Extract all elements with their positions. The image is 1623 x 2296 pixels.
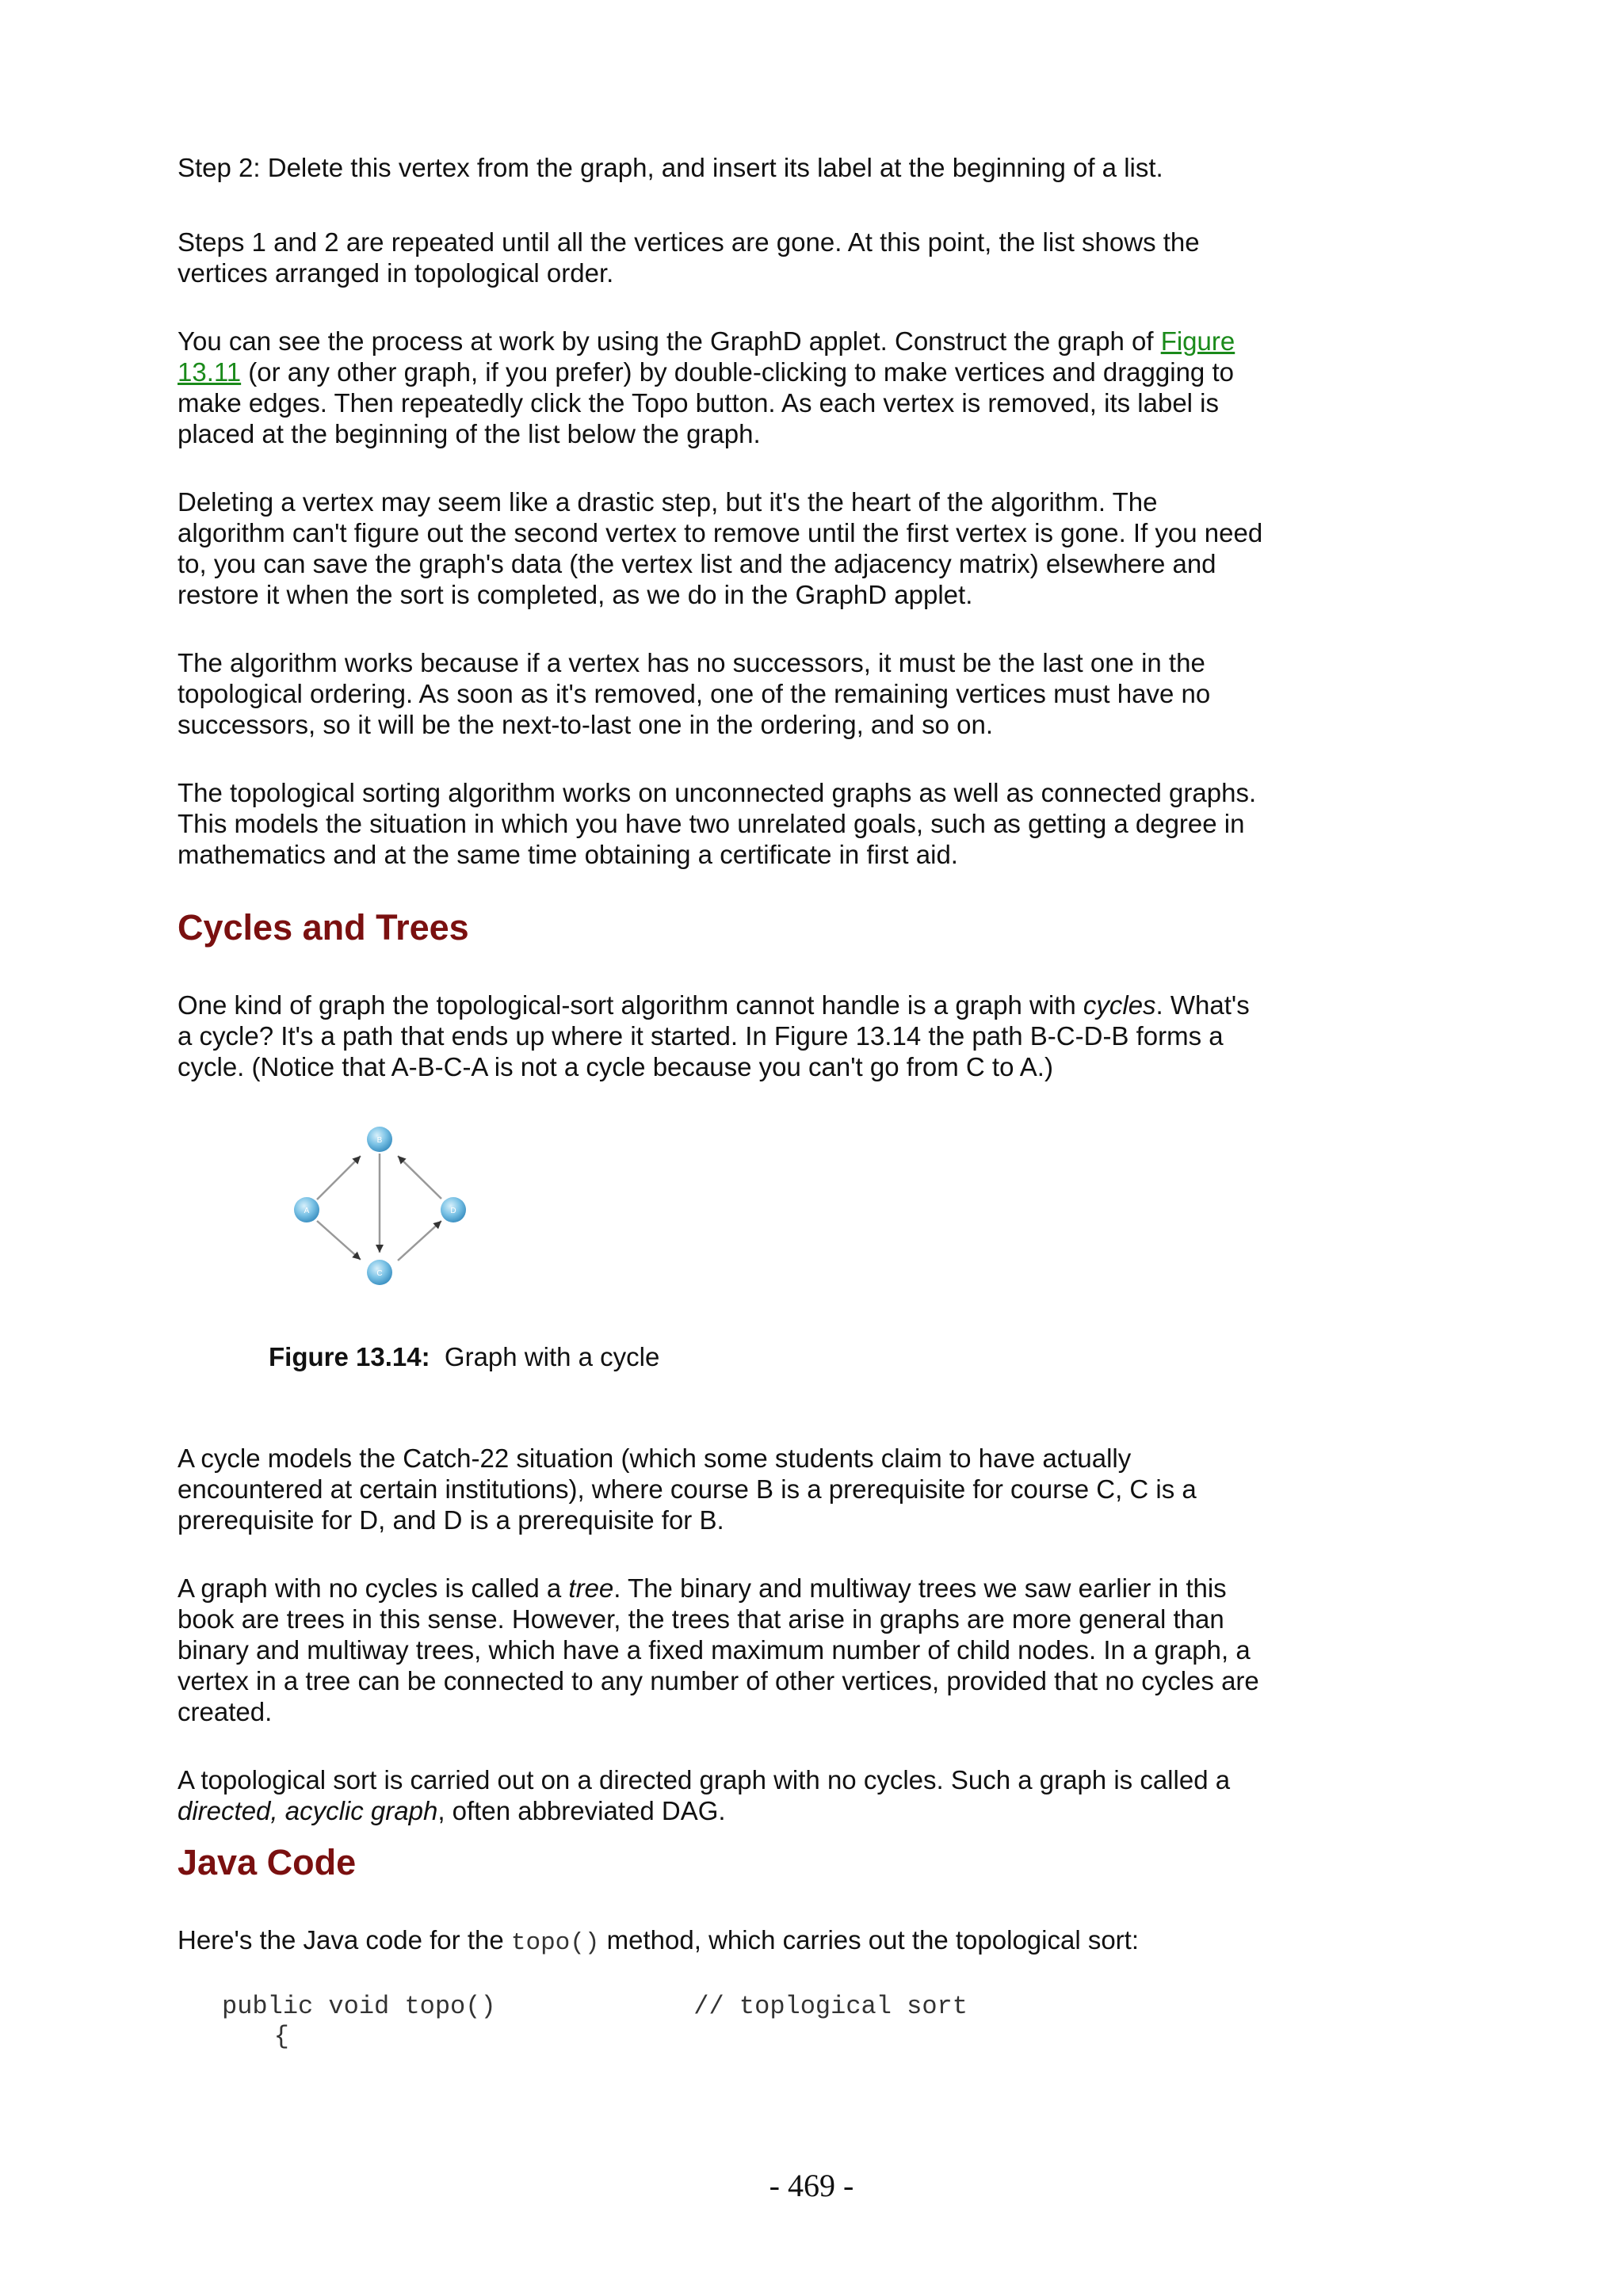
dag-emphasis: directed, acyclic graph [178, 1796, 438, 1825]
edge-a-to-c [317, 1221, 361, 1260]
figure-label: Figure 13.14: [269, 1342, 430, 1371]
page-content [178, 152, 1271, 2052]
edge-c-to-d [398, 1221, 441, 1261]
figure-13-11-link[interactable]: Figure 13.11 [178, 326, 1235, 387]
figure-caption-text: Graph with a cycle [444, 1342, 660, 1371]
code-block [178, 1992, 1271, 2052]
code-line-2: { [228, 2022, 289, 2051]
tree-emphasis: tree [568, 1573, 614, 1603]
vertex-b-label: B [376, 1136, 383, 1145]
graph-edges [317, 1154, 441, 1261]
paragraph-deleting: Deleting a vertex may seem like a drastic step, but it's the heart of the algorithm. The algorithm can't figure out the second vertex to remove until the first vertex is gone. If you need to, you can save the graph's data (the vertex list and the adjacency matrix) elsewhere and restore it when the sort is completed, as we do in the GraphD applet. [178, 487, 1263, 609]
vertex-d-label: D [450, 1207, 456, 1215]
dag-text-2: , often abbreviated DAG. [437, 1796, 726, 1825]
paragraph-applet [178, 326, 1271, 449]
heading-java-code: Java Code [178, 1842, 357, 1882]
edge-d-to-b [398, 1156, 441, 1199]
tree-text-2: . The binary and multiway trees we saw earlier in this book are trees in this sense. However, the trees that arise in graphs are more general than binary and multiway trees, which have a fixed maximum number of child nodes. In a graph, a vertex in a tree can be connected to any number of other vertices, provided that no cycles are created. [178, 1573, 1259, 1726]
dag-text-1: A topological sort is carried out on a directed graph with no cycles. Such a graph is called a [178, 1765, 1231, 1794]
topo-method-code: topo() [510, 1929, 600, 1957]
paragraph-unconnected: The topological sorting algorithm works on unconnected graphs as well as connected graphs. This models the situation in which you have two unrelated goals, such as getting a degree in mathematics and at the same time obtaining a certificate in first aid. [178, 778, 1257, 869]
edge-a-to-b [317, 1156, 361, 1199]
vertex-c-label: C [376, 1269, 383, 1278]
cycle-graph-diagram [288, 1110, 495, 1316]
paragraph-tree [178, 1573, 1271, 1727]
java-intro-text-2: method, which carries out the topological sort: [599, 1925, 1140, 1955]
cycle-intro-text-2: . What's a cycle? It's a path that ends up where it started. In Figure 13.14 the path B-C-D-B forms a cycle. (Notice that A-B-C-A is not a cycle because you can't go from C to A.) [178, 990, 1250, 1081]
code-line-1: public void topo() // toplogical sort [222, 1992, 968, 2021]
tree-text-1: A graph with no cycles is called a [178, 1573, 569, 1603]
figure-caption [269, 1341, 659, 1372]
paragraph-works: The algorithm works because if a vertex has no successors, it must be the last one in the topological ordering. As soon as it's removed, one of the remaining vertices must have no successors, so it will be the next-to-last one in the ordering, and so on. [178, 648, 1211, 739]
cycle-intro-emphasis: cycles [1083, 990, 1156, 1020]
paragraph-dag [178, 1764, 1271, 1826]
page-number: - 469 - [769, 2168, 854, 2203]
paragraph-java-intro [178, 1924, 1271, 1958]
paragraph-catch22: A cycle models the Catch-22 situation (which some students claim to have actually encountered at certain institutions), where course B is a prerequisite for course C, C is a prerequisite for D, and D is a prerequisite for B. [178, 1444, 1197, 1535]
vertex-c [367, 1260, 392, 1285]
paragraph-applet-text-1: You can see the process at work by using the GraphD applet. Construct the graph of [178, 326, 1161, 356]
vertex-a-label: A [304, 1207, 310, 1215]
vertex-d [441, 1197, 466, 1222]
paragraph-cycle-intro [178, 990, 1271, 1082]
vertex-a [294, 1197, 319, 1222]
vertex-b [367, 1127, 392, 1152]
cycle-intro-text-1: One kind of graph the topological-sort algorithm cannot handle is a graph with [178, 990, 1083, 1020]
heading-cycles-and-trees: Cycles and Trees [178, 907, 469, 948]
figure-13-14 [178, 1110, 732, 1443]
paragraph-steps-repeat: Steps 1 and 2 are repeated until all the vertices are gone. At this point, the list shows the vertices arranged in topological order. [178, 227, 1200, 288]
java-intro-text-1: Here's the Java code for the [178, 1925, 511, 1955]
paragraph-applet-text-2: (or any other graph, if you prefer) by double-clicking to make vertices and dragging to make edges. Then repeatedly click the Topo button. As each vertex is removed, its label is placed at the beginning of the list below the graph. [178, 357, 1234, 448]
paragraph-step2: Step 2: Delete this vertex from the graph, and insert its label at the beginning of a list. [178, 153, 1163, 182]
